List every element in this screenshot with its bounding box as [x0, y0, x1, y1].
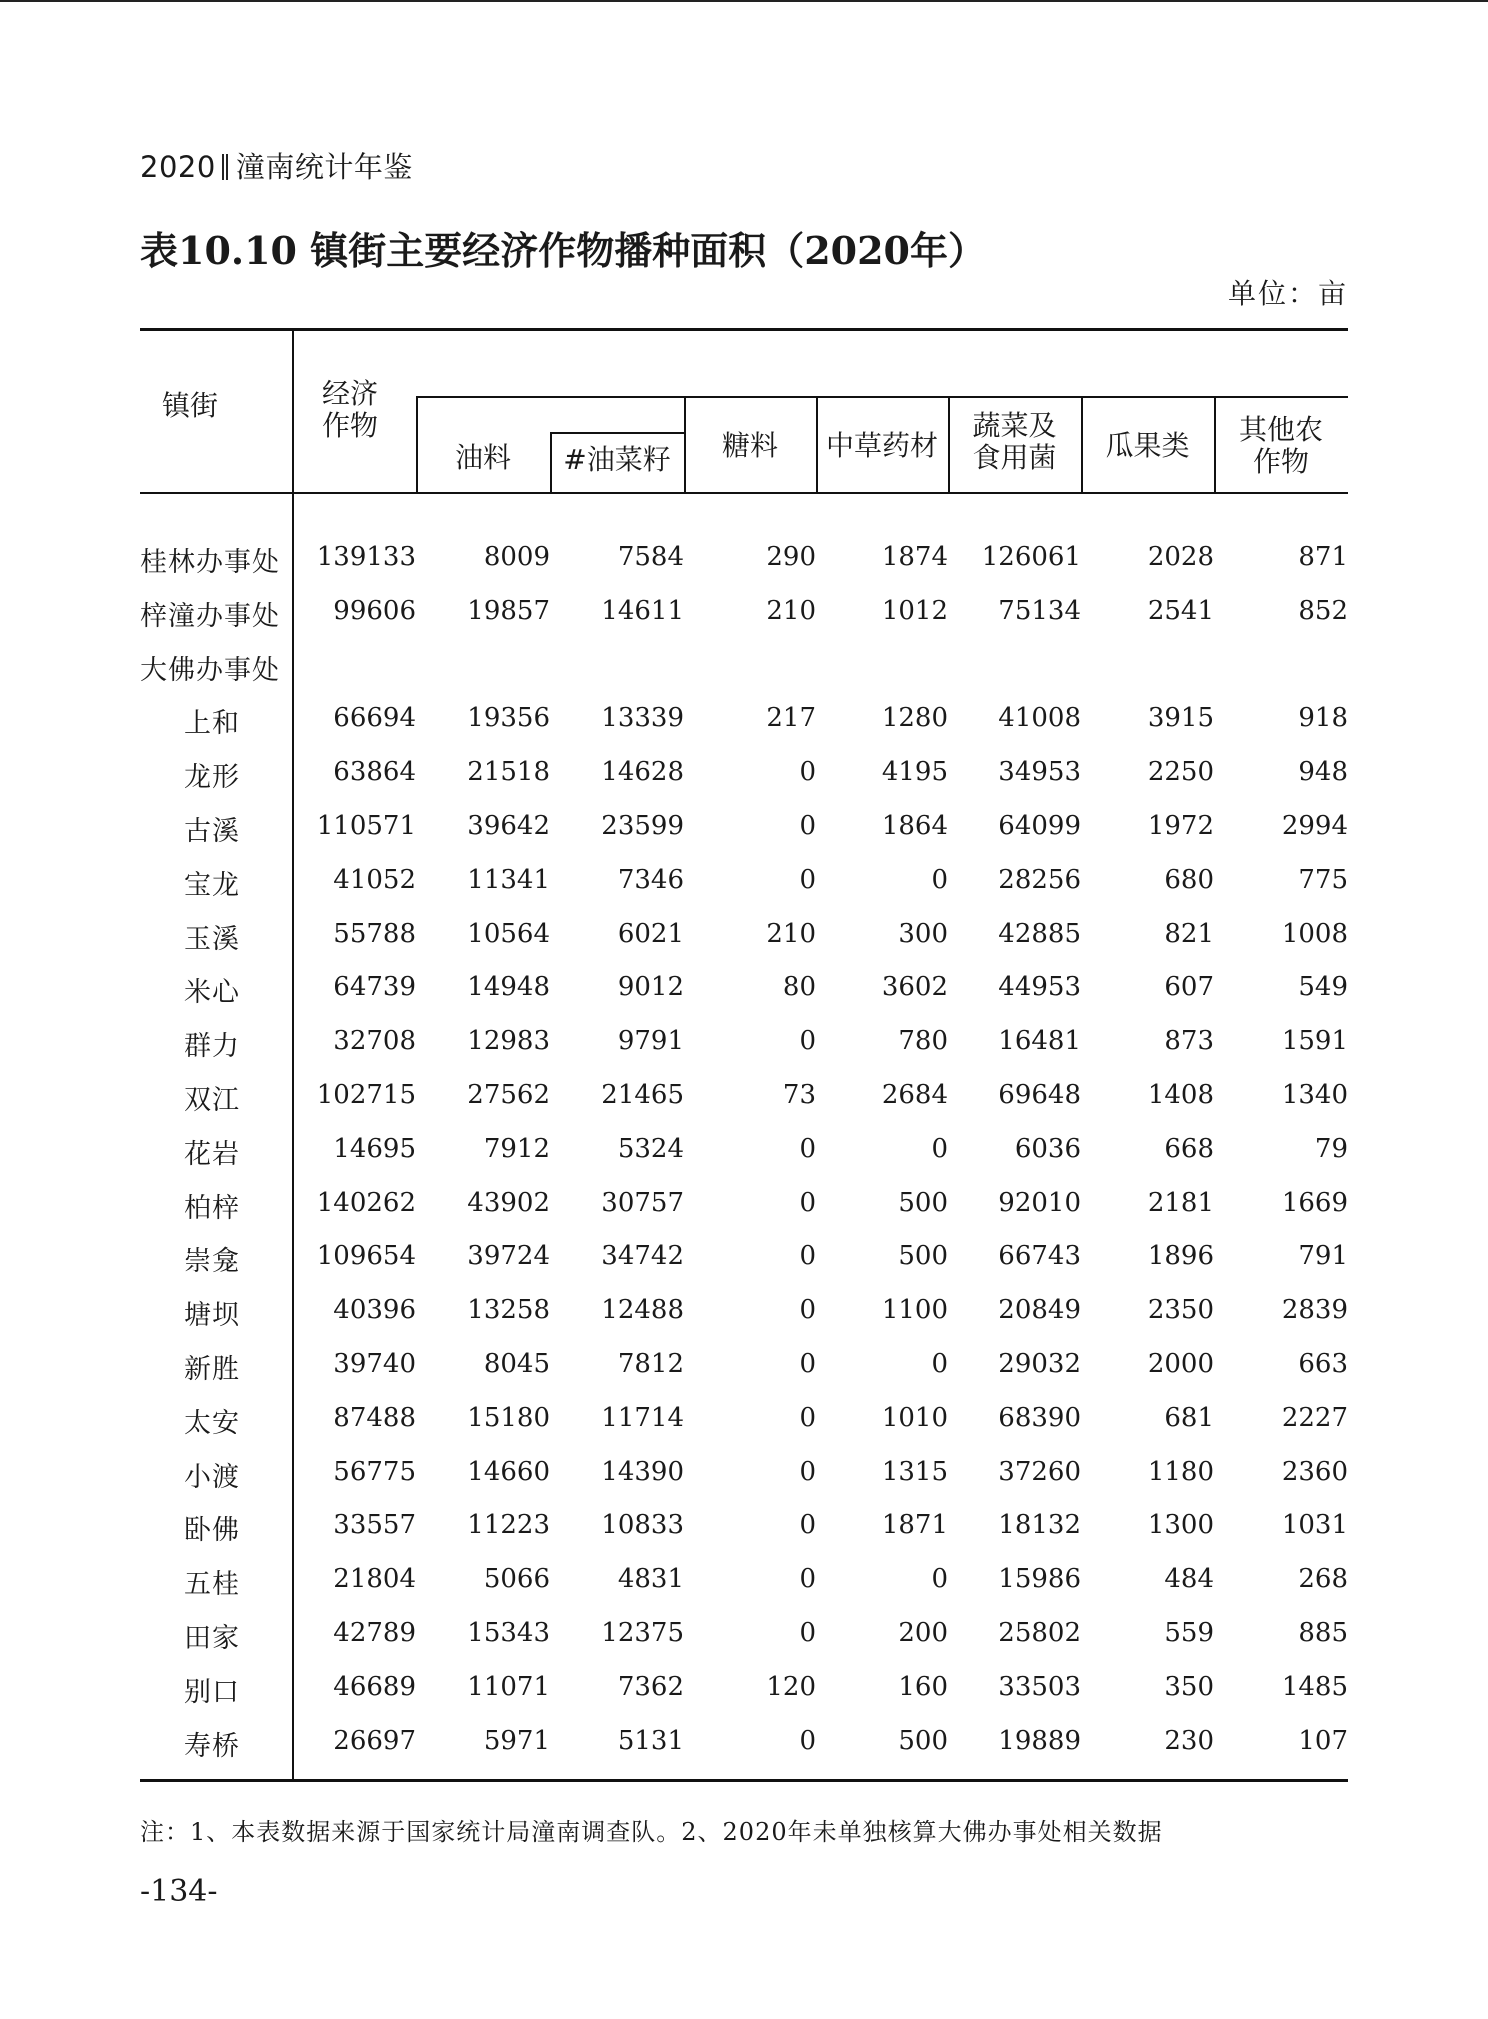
running-header-separator	[222, 154, 228, 180]
town-name: 田家	[184, 1623, 240, 1654]
town-name: 桂林办事处	[140, 547, 280, 578]
value-cell: 21804	[333, 1564, 416, 1595]
value-cell: 0	[799, 1456, 816, 1487]
value-cell: 2250	[1147, 757, 1214, 788]
value-cell: 75134	[998, 595, 1081, 626]
town-name: 新胜	[184, 1354, 240, 1385]
value-cell: 4195	[881, 757, 948, 788]
value-cell: 102715	[316, 1080, 416, 1110]
value-cell: 873	[1164, 1026, 1214, 1057]
value-cell: 217	[766, 703, 816, 734]
header-other-line1: 其他农	[1238, 413, 1323, 446]
value-cell: 2839	[1281, 1295, 1348, 1326]
value-cell: 40396	[333, 1295, 416, 1326]
value-cell: 14695	[333, 1133, 416, 1164]
value-cell: 37260	[998, 1456, 1081, 1487]
table-row	[140, 638, 1348, 692]
value-cell: 1012	[881, 595, 948, 626]
value-cell: 7812	[617, 1349, 684, 1379]
value-cell: 0	[799, 1133, 816, 1164]
value-cell: 12488	[601, 1295, 684, 1326]
value-cell: 160	[898, 1671, 948, 1702]
value-cell: 21465	[601, 1080, 684, 1110]
town-name: 米心	[184, 977, 240, 1009]
value-cell: 46689	[333, 1671, 416, 1702]
value-cell: 14948	[467, 972, 550, 1003]
value-cell: 0	[799, 1187, 816, 1218]
value-cell: 210	[766, 595, 816, 626]
value-cell: 0	[799, 757, 816, 788]
table-row	[140, 1014, 1348, 1068]
value-cell: 33503	[998, 1671, 1081, 1702]
value-cell: 290	[766, 542, 816, 572]
value-cell: 1408	[1147, 1080, 1214, 1110]
value-cell: 15180	[467, 1402, 550, 1433]
header-vegetables-line2: 食用菌	[972, 441, 1057, 474]
value-cell: 1871	[881, 1510, 948, 1541]
page-top-rule	[0, 0, 1488, 2]
value-cell: 1010	[881, 1402, 948, 1433]
town-name: 太安	[184, 1407, 240, 1439]
value-cell: 79	[1314, 1133, 1348, 1164]
value-cell: 7346	[617, 864, 684, 895]
value-cell: 27562	[467, 1080, 550, 1110]
value-cell: 775	[1298, 864, 1348, 895]
table-row	[140, 1660, 1348, 1714]
value-cell: 0	[799, 1402, 816, 1433]
value-cell: 2541	[1147, 595, 1214, 626]
value-cell: 3602	[881, 972, 948, 1003]
value-cell: 1591	[1281, 1026, 1348, 1057]
value-cell: 500	[898, 1187, 948, 1218]
table-row	[140, 745, 1348, 799]
value-cell: 44953	[998, 972, 1081, 1003]
value-cell: 852	[1298, 595, 1348, 626]
value-cell: 350	[1164, 1671, 1214, 1702]
value-cell: 32708	[333, 1026, 416, 1057]
table-row	[140, 1552, 1348, 1606]
value-cell: 681	[1164, 1402, 1214, 1433]
value-cell: 9791	[617, 1026, 684, 1057]
value-cell: 20849	[998, 1295, 1081, 1326]
value-cell: 871	[1298, 542, 1348, 572]
value-cell: 11341	[467, 864, 550, 895]
value-cell: 43902	[467, 1187, 550, 1218]
value-cell: 1008	[1281, 918, 1348, 949]
value-cell: 11714	[601, 1402, 684, 1433]
value-cell: 139133	[316, 542, 416, 572]
value-cell: 668	[1164, 1133, 1214, 1164]
value-cell: 2360	[1281, 1456, 1348, 1487]
value-cell: 39642	[467, 811, 550, 841]
table-row	[140, 1498, 1348, 1552]
value-cell: 6021	[617, 918, 684, 949]
value-cell: 1100	[881, 1295, 948, 1326]
value-cell: 107	[1298, 1725, 1348, 1756]
value-cell: 34742	[601, 1241, 684, 1272]
table-row	[140, 1714, 1348, 1768]
value-cell: 41052	[333, 864, 416, 895]
table-row	[140, 1445, 1348, 1499]
town-name: 双江	[184, 1085, 240, 1116]
table-top-rule	[140, 328, 1348, 331]
value-cell: 0	[799, 1241, 816, 1272]
value-cell: 12983	[467, 1026, 550, 1057]
value-cell: 0	[931, 1133, 948, 1164]
value-cell: 14611	[601, 595, 684, 626]
town-name: 别口	[184, 1676, 240, 1708]
header-sugar: 糖料	[721, 429, 778, 462]
table-row	[140, 1283, 1348, 1337]
value-cell: 80	[782, 972, 816, 1003]
oil-sub-rule	[550, 432, 684, 434]
town-name: 寿桥	[184, 1730, 240, 1762]
value-cell: 500	[898, 1725, 948, 1756]
town-name: 花岩	[184, 1138, 240, 1170]
table-row	[140, 1391, 1348, 1445]
value-cell: 0	[931, 1349, 948, 1379]
header-other-line2: 作物	[1252, 445, 1309, 478]
value-cell: 23599	[601, 811, 684, 841]
table-row	[140, 1337, 1348, 1391]
header-vegetables	[948, 410, 1081, 474]
value-cell: 109654	[316, 1241, 416, 1272]
running-header	[140, 145, 413, 186]
value-cell: 66694	[333, 703, 416, 734]
value-cell: 14390	[601, 1456, 684, 1487]
value-cell: 7912	[483, 1133, 550, 1164]
value-cell: 63864	[333, 757, 416, 788]
value-cell: 948	[1298, 757, 1348, 788]
header-melons: 瓜果类	[1105, 429, 1190, 462]
value-cell: 39740	[333, 1349, 416, 1379]
value-cell: 68390	[998, 1402, 1081, 1433]
town-name: 大佛办事处	[140, 654, 280, 686]
town-name: 玉溪	[184, 923, 240, 955]
town-name: 卧佛	[184, 1515, 240, 1547]
value-cell: 549	[1298, 972, 1348, 1003]
table-note: 注：1、本表数据来源于国家统计局潼南调查队。2、2020年未单独核算大佛办事处相关数据	[140, 1818, 1163, 1846]
value-cell: 0	[799, 1725, 816, 1756]
value-cell: 26697	[333, 1725, 416, 1756]
town-name: 上和	[184, 708, 240, 740]
header-vegetables-line1: 蔬菜及	[972, 409, 1057, 442]
town-name: 柏梓	[184, 1192, 240, 1224]
value-cell: 0	[799, 811, 816, 841]
value-cell: 10833	[601, 1510, 684, 1541]
value-cell: 41008	[998, 703, 1081, 734]
value-cell: 607	[1164, 972, 1214, 1003]
value-cell: 0	[799, 1618, 816, 1648]
value-cell: 120	[766, 1671, 816, 1702]
value-cell: 300	[898, 918, 948, 949]
header-economic-crops-line2: 作物	[321, 409, 378, 442]
value-cell: 73	[782, 1080, 816, 1110]
table-row	[140, 1068, 1348, 1122]
value-cell: 791	[1298, 1241, 1348, 1272]
town-name: 群力	[184, 1031, 240, 1063]
table-row	[140, 1122, 1348, 1176]
table-row	[140, 799, 1348, 853]
table-row	[140, 853, 1348, 907]
value-cell: 69648	[998, 1080, 1081, 1110]
value-cell: 0	[931, 1564, 948, 1595]
value-cell: 126061	[981, 542, 1081, 572]
value-cell: 13258	[467, 1295, 550, 1326]
value-cell: 16481	[998, 1026, 1081, 1057]
table-row	[140, 1606, 1348, 1660]
value-cell: 39724	[467, 1241, 550, 1272]
town-name: 宝龙	[184, 869, 240, 901]
value-cell: 1669	[1281, 1187, 1348, 1218]
value-cell: 5131	[617, 1725, 684, 1756]
value-cell: 3915	[1147, 703, 1214, 734]
value-cell: 14628	[601, 757, 684, 788]
value-cell: 680	[1164, 864, 1214, 895]
value-cell: 1280	[881, 703, 948, 734]
value-cell: 2028	[1147, 542, 1214, 572]
value-cell: 15986	[998, 1564, 1081, 1595]
value-cell: 918	[1298, 703, 1348, 734]
value-cell: 19356	[467, 703, 550, 734]
value-cell: 66743	[998, 1241, 1081, 1272]
town-name: 小渡	[184, 1461, 240, 1493]
value-cell: 1864	[881, 811, 948, 841]
table-bottom-rule	[140, 1779, 1348, 1782]
table-row	[140, 530, 1348, 584]
value-cell: 1340	[1281, 1080, 1348, 1110]
value-cell: 7362	[617, 1671, 684, 1702]
value-cell: 19857	[467, 595, 550, 626]
value-cell: 11223	[467, 1510, 550, 1541]
header-rapeseed: #油菜籽	[563, 443, 671, 476]
value-cell: 5971	[483, 1725, 550, 1756]
value-cell: 87488	[333, 1402, 416, 1433]
value-cell: 559	[1164, 1618, 1214, 1648]
value-cell: 11071	[467, 1671, 550, 1702]
value-cell: 42789	[333, 1618, 416, 1648]
town-name: 崇龛	[184, 1246, 240, 1278]
value-cell: 99606	[333, 595, 416, 626]
value-cell: 2227	[1281, 1402, 1348, 1433]
header-bottom-rule	[140, 492, 1348, 494]
value-cell: 33557	[333, 1510, 416, 1541]
header-economic-crops-line1: 经济	[321, 377, 378, 410]
value-cell: 484	[1164, 1564, 1214, 1595]
value-cell: 210	[766, 918, 816, 949]
value-cell: 64739	[333, 972, 416, 1003]
value-cell: 110571	[316, 811, 416, 841]
running-header-title: 潼南统计年鉴	[235, 150, 413, 184]
value-cell: 0	[799, 1349, 816, 1379]
header-economic-crops	[300, 378, 400, 442]
value-cell: 0	[931, 864, 948, 895]
value-cell: 7584	[617, 542, 684, 572]
value-cell: 6036	[1014, 1133, 1081, 1164]
value-cell: 268	[1298, 1564, 1348, 1595]
value-cell: 42885	[998, 918, 1081, 949]
header-sub-rule	[416, 396, 1348, 398]
value-cell: 8009	[483, 542, 550, 572]
value-cell: 140262	[316, 1187, 416, 1218]
value-cell: 2684	[881, 1080, 948, 1110]
value-cell: 29032	[998, 1349, 1081, 1379]
running-header-year: 2020	[140, 150, 216, 184]
value-cell: 56775	[333, 1456, 416, 1487]
value-cell: 2994	[1281, 811, 1348, 841]
value-cell: 885	[1298, 1618, 1348, 1648]
town-name: 龙形	[184, 762, 240, 794]
value-cell: 5324	[617, 1133, 684, 1164]
value-cell: 2350	[1147, 1295, 1214, 1326]
value-cell: 1485	[1281, 1671, 1348, 1702]
header-town: 镇街	[161, 389, 218, 422]
town-name: 古溪	[184, 816, 240, 847]
value-cell: 0	[799, 1564, 816, 1595]
value-cell: 200	[898, 1618, 948, 1648]
value-cell: 10564	[467, 918, 550, 949]
table-row	[140, 960, 1348, 1014]
value-cell: 5066	[483, 1564, 550, 1595]
unit-label: 单位：亩	[1227, 277, 1348, 310]
town-name: 梓潼办事处	[140, 600, 280, 632]
value-cell: 64099	[998, 811, 1081, 841]
value-cell: 34953	[998, 757, 1081, 788]
table-title: 表10.10 镇街主要经济作物播种面积（2020年）	[140, 228, 986, 273]
value-cell: 15343	[467, 1618, 550, 1648]
value-cell: 1315	[881, 1456, 948, 1487]
value-cell: 13339	[601, 703, 684, 734]
table-row	[140, 691, 1348, 745]
table-row	[140, 1176, 1348, 1230]
value-cell: 0	[799, 1295, 816, 1326]
value-cell: 1874	[881, 542, 948, 572]
value-cell: 230	[1164, 1725, 1214, 1756]
table-row	[140, 1229, 1348, 1283]
value-cell: 2000	[1147, 1349, 1214, 1379]
value-cell: 28256	[998, 864, 1081, 895]
value-cell: 1300	[1147, 1510, 1214, 1541]
value-cell: 4831	[617, 1564, 684, 1595]
value-cell: 663	[1298, 1349, 1348, 1379]
value-cell: 19889	[998, 1725, 1081, 1756]
table-row	[140, 584, 1348, 638]
page-number: -134-	[140, 1874, 218, 1909]
value-cell: 14660	[467, 1456, 550, 1487]
value-cell: 55788	[333, 918, 416, 949]
value-cell: 500	[898, 1241, 948, 1272]
value-cell: 25802	[998, 1618, 1081, 1648]
value-cell: 821	[1164, 918, 1214, 949]
value-cell: 9012	[617, 972, 684, 1003]
table-row	[140, 907, 1348, 961]
header-oil: 油料	[454, 441, 511, 474]
value-cell: 1972	[1147, 811, 1214, 841]
value-cell: 8045	[483, 1349, 550, 1379]
value-cell: 12375	[601, 1618, 684, 1648]
value-cell: 0	[799, 1510, 816, 1541]
value-cell: 2181	[1147, 1187, 1214, 1218]
header-other	[1214, 414, 1348, 478]
value-cell: 1031	[1281, 1510, 1348, 1541]
value-cell: 0	[799, 864, 816, 895]
town-name: 塘坝	[184, 1300, 240, 1332]
value-cell: 780	[898, 1026, 948, 1057]
value-cell: 1180	[1147, 1456, 1214, 1487]
town-name: 五桂	[184, 1569, 240, 1601]
value-cell: 0	[799, 1026, 816, 1057]
value-cell: 1896	[1147, 1241, 1214, 1272]
value-cell: 92010	[998, 1187, 1081, 1218]
header-herbs: 中草药材	[825, 429, 938, 462]
value-cell: 30757	[601, 1187, 684, 1218]
value-cell: 21518	[467, 757, 550, 788]
value-cell: 18132	[998, 1510, 1081, 1541]
